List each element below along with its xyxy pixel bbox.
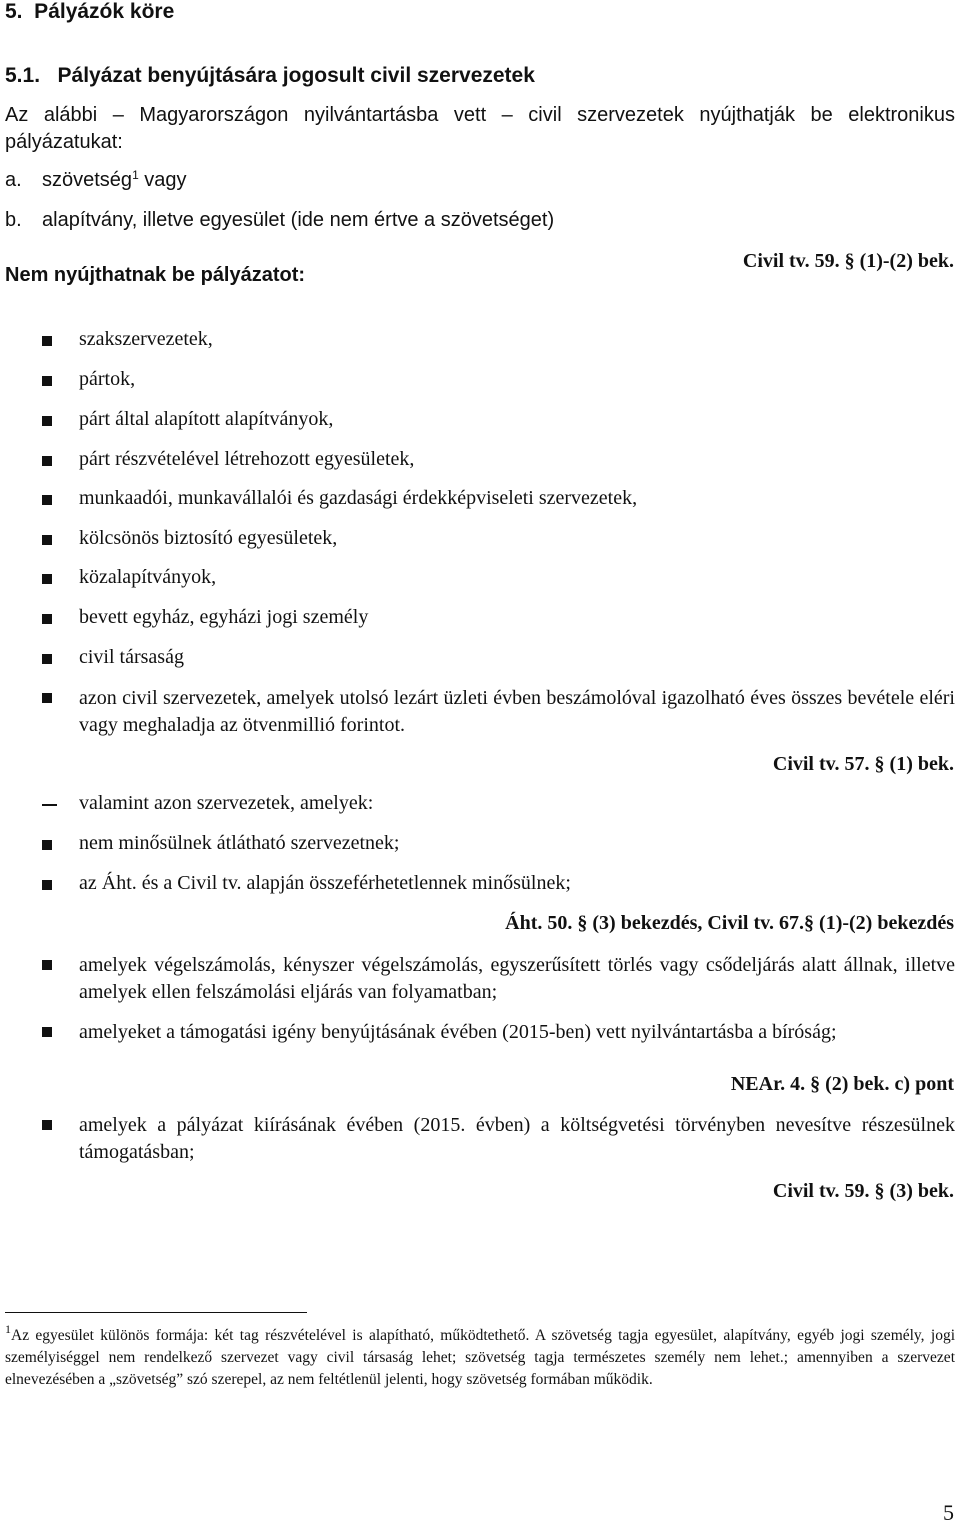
list-item: amelyek végelszámolás, kényszer végelszámolás, egyszerűsített törlés vagy csődeljárás alatt állnak, illetve amelyek ellen felszámolási eljárás van folyamatban; (79, 954, 955, 1003)
list-item: munkaadói, munkavállalói és gazdasági érdekképviseleti szervezetek, (79, 487, 638, 509)
eligible-item-a: szövetség$^1$ vagy (42, 168, 187, 191)
bullet-icon (42, 840, 52, 850)
bullet-icon (42, 574, 52, 584)
bullet-icon (42, 614, 52, 624)
bullet-icon (42, 495, 52, 505)
legal-reference: Civil tv. 59. § (1)-(2) bek. (742, 250, 954, 272)
list-item: kölcsönös biztosító egyesületek, (79, 527, 338, 549)
bullet-icon (42, 535, 52, 545)
legal-reference: Áht. 50. § (3) bekezdés, Civil tv. 67.§ (1)-(2) bekezdés (505, 912, 954, 934)
list-item: nem minősülnek átlátható szervezetnek; (79, 832, 400, 854)
list-item: valamint azon szervezetek, amelyek: (79, 792, 374, 814)
bullet-icon (42, 416, 52, 426)
bullet-icon (42, 880, 52, 890)
section-heading: 5. Pályázók köre (5, 0, 175, 23)
eligible-marker-a: a. (5, 169, 22, 191)
page-number: 5 (943, 1500, 954, 1525)
eligible-marker-b: b. (5, 209, 22, 231)
list-item: amelyek a pályázat kiírásának évében (2015. évben) a költségvetési törvényben nevesítve részesülnek támogatásban; (79, 1114, 955, 1163)
footnote: $^1$Az egyesület különös formája: két tag részvételével is alapítható, működtethető. A szövetség tagja egyesület, alapítvány, egyéb jogi személy, jogi személyiséggel nem rendelkező szervezet vagy civil társaság lehet; szövetség tagja természetes személy nem lehet.; amennyiben a szervezet elnevezésében a „szövetség” szó szerepel, az nem feltétlenül jelenti, hogy szövetség formában működik. (5, 1322, 955, 1388)
intro-paragraph: Az alábbi – Magyarországon nyilvántartásba vett – civil szervezetek nyújthatják be elektronikus pályázatukat: (5, 104, 955, 153)
footnote-separator (5, 1312, 307, 1313)
list-item: civil társaság (79, 646, 184, 668)
list-item: közalapítványok, (79, 566, 217, 588)
bullet-icon (42, 1120, 52, 1130)
eligible-item-b: alapítvány, illetve egyesület (ide nem értve a szövetséget) (42, 209, 555, 231)
dash-icon (42, 804, 57, 806)
legal-reference: NEAr. 4. § (2) bek. c) pont (730, 1073, 954, 1095)
list-item: azon civil szervezetek, amelyek utolsó lezárt üzleti évben beszámolóval igazolható éves összes bevétele eléri vagy meghaladja az ötvenmillió forintot. (79, 687, 955, 736)
bullet-icon (42, 1027, 52, 1037)
excluded-heading: Nem nyújthatnak be pályázatot: (5, 264, 306, 286)
legal-reference: Civil tv. 57. § (1) bek. (772, 753, 954, 775)
bullet-icon (42, 336, 52, 346)
list-item: bevett egyház, egyházi jogi személy (79, 606, 369, 628)
list-item: párt által alapított alapítványok, (79, 408, 334, 430)
bullet-icon (42, 376, 52, 386)
list-item: az Áht. és a Civil tv. alapján összeférhetetlennek minősülnek; (79, 872, 571, 894)
bullet-icon (42, 693, 52, 703)
bullet-icon (42, 456, 52, 466)
bullet-icon (42, 654, 52, 664)
list-item: szakszervezetek, (79, 328, 213, 350)
list-item: amelyeket a támogatási igény benyújtásának évében (2015-ben) vett nyilvántartásba a bíróság; (79, 1021, 837, 1043)
list-item: pártok, (79, 368, 136, 390)
list-item: párt részvételével létrehozott egyesületek, (79, 448, 415, 470)
subsection-heading: 5.1. Pályázat benyújtására jogosult civil szervezetek (5, 64, 535, 87)
bullet-icon (42, 960, 52, 970)
legal-reference: Civil tv. 59. § (3) bek. (772, 1180, 954, 1202)
